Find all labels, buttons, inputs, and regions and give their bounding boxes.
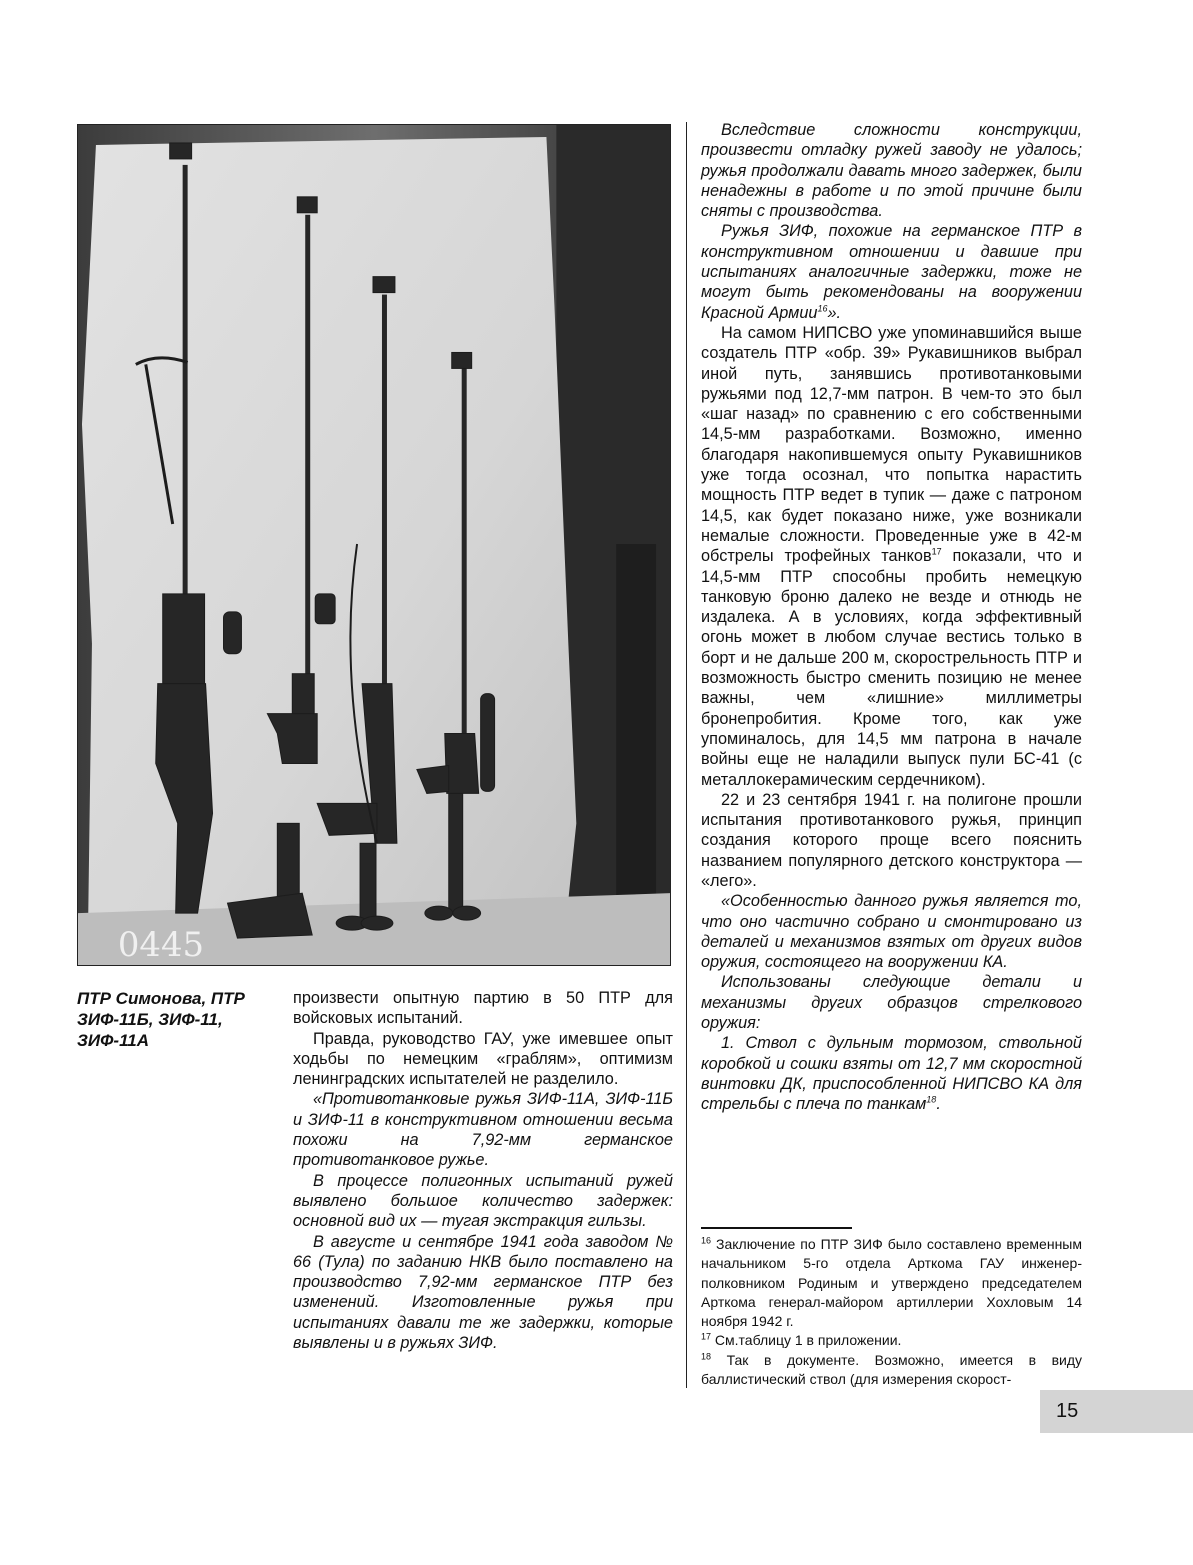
right-paragraph-3-tail: показали, что и 14,5-мм ПТР способны пробить немецкую танковую броню далеко не везде и отнюдь не издалека. А в условиях, когда эффективный огонь может в любом случае вестись только в борт и не дальше 200 м, скорострельность ПТР и возможность быстро сменить позицию не менее важны, чем «лишние» миллиметры бронепробития. Кроме того, как уже упоминалось, для 14,5 мм патрона в начале войны еще не наладили выпуск пули БС-41 (с металлокерамическим сердечником). (701, 547, 1082, 789)
footnote-16-mark: 16 (701, 1235, 712, 1246)
footnote-ref-18: 18 (926, 1094, 937, 1105)
right-paragraph-7-text: 1. Ствол с дульным тормозом, ствольной коробкой и сошки взяты от 12,7 мм скоростной винтовки ДК, приспособленной НИПСВО КА для стрельбы с плеча по танкам (701, 1034, 1082, 1114)
mid-paragraph-3: «Противотанковые ружья ЗИФ-11А, ЗИФ-11Б и ЗИФ-11 в конструктивном отношении весьма похожи на 7,92-мм германское противотанковое ружье. (293, 1090, 673, 1170)
right-paragraph-1 (701, 120, 1082, 221)
footnote-18-text: Так в документе. Возможно, имеется в виду баллистический ствол (для измерения скорост- (701, 1351, 1082, 1388)
footnote-16 (701, 1235, 1082, 1331)
right-paragraph-7-tail: . (936, 1095, 941, 1114)
mid-paragraph-2: Правда, руководство ГАУ, уже имевшее опыт ходьбы по немецким «граблям», оптимизм ленинградских испытателей не разделило. (293, 1029, 673, 1089)
rifles-photo (77, 124, 671, 966)
right-paragraph-1-text: Вследствие сложности конструкции, произвести отладку ружей заводу не удалось; ружья продолжали давать много задержек, были ненадежны в работе и по этой причине были сняты с производства. (701, 121, 1082, 221)
footnote-16-text: Заключение по ПТР ЗИФ было составлено временным начальником 5-го отдела Арткома ГАУ инженер-полковником Родиным и утверждено председателем Арткома генерал-майором артиллерии Хохловым 14 ноября 1942 г. (701, 1236, 1082, 1330)
footnote-rule (701, 1227, 852, 1229)
middle-column (293, 988, 673, 1353)
right-paragraph-4 (701, 790, 1082, 891)
photo-stamp: 0445 (117, 925, 205, 965)
right-paragraph-6-text: Использованы следующие детали и механизмы других образцов стрелкового оружия: (701, 973, 1082, 1033)
footnote-ref-17: 17 (931, 546, 942, 557)
right-paragraph-3-text: На самом НИПСВО уже упоминавшийся выше создатель ПТР «обр. 39» Рукавишников выбрал иной путь, занявшись противотанковыми ружьями под 12,7-мм патрон. В чем-то это был «шаг назад» по сравнению с его собственными 14,5-мм разработками. Возможно, именно благодаря накопившемуся опыту Рукавишников уже тогда осознал, что попытка нарастить мощность ПТР ведет в тупик — даже с патроном 14,5, как будет показано ниже, уже возникали немалые сложности. Проведенные уже в 42-м обстрелы трофейных танков (701, 323, 1082, 566)
mid-paragraph-5: В августе и сентябре 1941 года заводом № 66 (Тула) по заданию НКВ было поставлено на производство 7,92-мм германское ПТР без изменений. Изготовленные ружья при испытаниях давали те же задержки, которые выявлены и в ружьях ЗИФ. (293, 1232, 673, 1353)
mid-paragraph-4: В процессе полигонных испытаний ружей выявлено большое количество задержек: основной вид их — тугая экстракция гильзы. (293, 1171, 673, 1231)
page-number: 15 (1056, 1400, 1079, 1422)
right-paragraph-2 (701, 221, 1082, 322)
right-paragraph-5-text: «Особенностью данного ружья является то, что оно частично собрано и смонтировано из деталей и механизмов взятых от других видов оружия, состоящего на вооружении КА. (701, 892, 1082, 972)
photo-caption: ПТР Симонова, ПТР ЗИФ-11Б, ЗИФ-11, ЗИФ-11А (77, 989, 245, 1050)
footnote-17-mark: 17 (701, 1331, 712, 1342)
footnote-18 (701, 1351, 1082, 1390)
right-paragraph-2-text: Ружья ЗИФ, похожие на германское ПТР в конструктивном отношении и давшие при испытаниях аналогичные задержки, тоже не могут быть рекомендованы на вооружении Красной Армии (701, 222, 1082, 322)
footnote-17-text: См.таблицу 1 в приложении. (714, 1332, 902, 1349)
right-paragraph-7 (701, 1033, 1082, 1114)
footnote-ref-16: 16 (817, 303, 828, 314)
right-paragraph-5 (701, 891, 1082, 972)
page-number-box (1040, 1390, 1193, 1433)
footnote-18-mark: 18 (701, 1351, 712, 1362)
right-column (701, 120, 1082, 1115)
footnote-17 (701, 1331, 1082, 1350)
right-paragraph-6 (701, 972, 1082, 1033)
right-paragraph-4-text: 22 и 23 сентября 1941 г. на полигоне прошли испытания противотанкового ружья, принцип создания которого проще всего пояснить названием популярного детского конструктора — «лего». (701, 790, 1082, 890)
column-divider (686, 122, 687, 1388)
right-paragraph-2-tail: ». (827, 303, 842, 322)
rifles-photo-drawing (78, 125, 670, 965)
footnotes (701, 1235, 1082, 1389)
mid-paragraph-1: произвести опытную партию в 50 ПТР для войсковых испытаний. (293, 989, 673, 1028)
right-paragraph-3 (701, 323, 1082, 790)
